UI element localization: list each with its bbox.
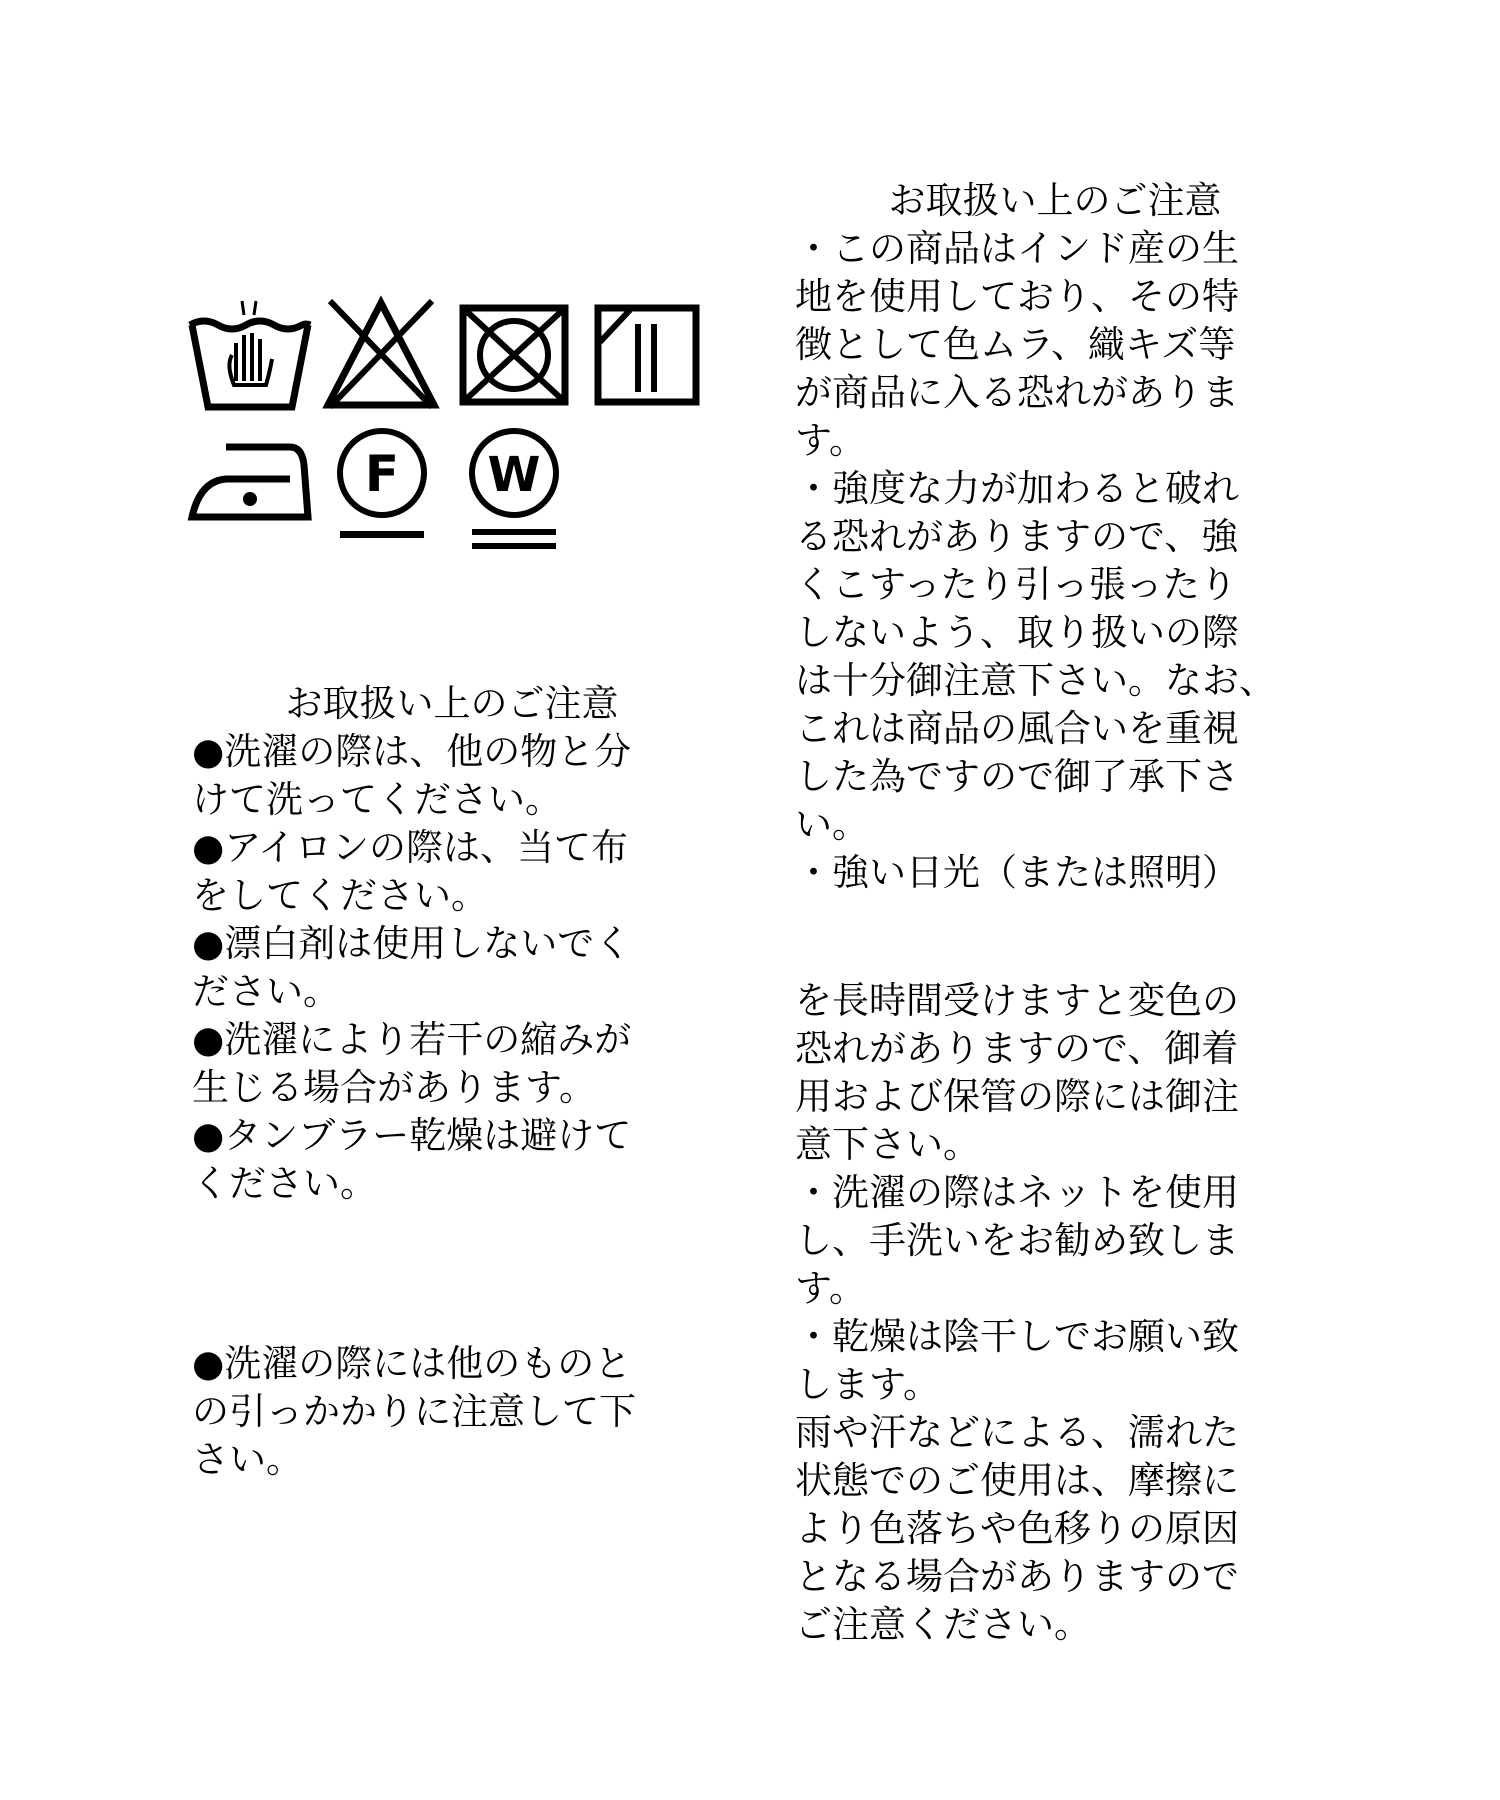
right-line: る恐れがありますので、強 — [795, 515, 1239, 558]
wet-clean-w-icon — [462, 425, 566, 555]
right-line: した為ですので御了承下さ — [795, 755, 1239, 798]
right-cont-line: します。 — [795, 1363, 941, 1406]
right-cont-line: 状態でのご使用は、摩擦に — [795, 1459, 1239, 1502]
left-line: けて洗ってください。 — [192, 778, 562, 821]
left-line: ●漂白剤は使用しないでく — [192, 922, 632, 965]
right-line: これは商品の風合いを重視 — [795, 707, 1239, 750]
left-line: ●タンブラー乾燥は避けて — [192, 1114, 632, 1157]
right-line: 徴として色ムラ、織キズ等 — [795, 323, 1236, 366]
right-line: ・強度な力が加わると破れ — [795, 467, 1239, 510]
left-line: 生じる場合があります。 — [192, 1066, 597, 1109]
right-cont-line: より色落ちや色移りの原因 — [795, 1507, 1239, 1550]
left-line: をしてください。 — [192, 874, 488, 917]
left-extra-line: さい。 — [192, 1438, 303, 1481]
left-line: ●洗濯により若干の縮みが — [192, 1018, 632, 1061]
right-care-notes — [795, 177, 1315, 897]
dry-clean-letter: F — [364, 445, 400, 503]
hand-wash-icon — [186, 295, 314, 413]
right-cont-line: を長時間受けますと変色の — [795, 979, 1239, 1022]
right-cont-line: し、手洗いをお勧め致しま — [795, 1219, 1239, 1262]
right-line: い。 — [795, 803, 869, 846]
right-cont-line: す。 — [795, 1267, 867, 1310]
right-line: ・この商品はインド産の生 — [795, 227, 1239, 270]
right-cont-line: 用および保管の際には御注 — [795, 1075, 1239, 1118]
right-cont-line: 恐れがありますので、御着 — [795, 1027, 1239, 1070]
right-line: しないよう、取り扱いの際 — [795, 611, 1239, 654]
right-line: が商品に入る恐れがありま — [795, 371, 1239, 414]
line-dry-shade-icon — [592, 302, 704, 408]
right-line: くこすったり引っ張ったり — [795, 563, 1237, 606]
right-care-notes-continued — [795, 977, 1315, 1649]
right-line: す。 — [795, 419, 867, 462]
no-tumble-dry-icon — [455, 300, 573, 410]
no-bleach-icon — [322, 295, 440, 413]
left-line: ください。 — [192, 1162, 377, 1205]
right-cont-line: 雨や汗などによる、濡れた — [795, 1411, 1239, 1454]
left-line: ださい。 — [192, 970, 340, 1013]
right-cont-line: ・乾燥は陰干しでお願い致 — [795, 1315, 1239, 1358]
left-extra-line: の引っかかりに注意して下 — [192, 1390, 636, 1433]
left-heading: お取扱い上のご注意 — [285, 682, 619, 725]
right-line: 地を使用しており、その特 — [795, 275, 1239, 318]
care-symbols — [0, 0, 720, 600]
dry-clean-f-icon — [330, 425, 434, 545]
wet-clean-letter: W — [487, 447, 541, 503]
left-care-notes — [192, 680, 712, 1208]
left-care-notes-extra — [192, 1340, 712, 1484]
left-line: ●洗濯の際は、他の物と分 — [192, 730, 632, 773]
right-line: は十分御注意下さい。なお、 — [795, 659, 1276, 702]
right-heading: お取扱い上のご注意 — [888, 179, 1222, 222]
iron-low-temperature-icon — [186, 435, 314, 529]
right-cont-line: ご注意ください。 — [795, 1603, 1091, 1646]
right-cont-line: となる場合がありますので — [795, 1555, 1239, 1598]
left-extra-line: ●洗濯の際には他のものと — [192, 1342, 632, 1385]
left-line: ●アイロンの際は、当て布 — [192, 826, 628, 869]
right-line: ・強い日光（または照明） — [795, 851, 1239, 894]
right-cont-line: 意下さい。 — [795, 1123, 980, 1166]
right-cont-line: ・洗濯の際はネットを使用 — [795, 1171, 1239, 1214]
